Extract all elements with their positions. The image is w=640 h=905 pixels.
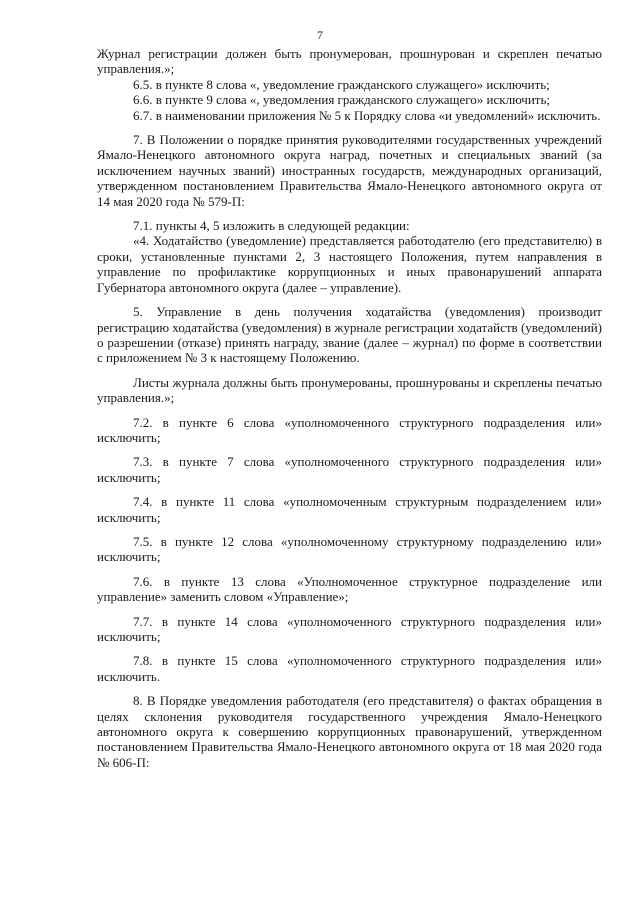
paragraph-7-1: 7.1. пункты 4, 5 изложить в следующей редакции: — [133, 218, 410, 234]
paragraph-journal-sheets: Листы журнала должны быть пронумерованы, прошнурованы и скреплены печатью управления.»; — [97, 374, 602, 406]
paragraph-6-7: 6.7. в наименовании приложения № 5 к Порядку слова «и уведомлений» исключить. — [133, 107, 601, 123]
paragraph-7-3: 7.3. в пункте 7 слова «уполномоченного структурного подразделения или» исключить; — [97, 454, 602, 485]
paragraph-6-6: 6.6. в пункте 9 слова «, уведомления гражданского служащего» исключить; — [133, 92, 550, 108]
paragraph-7-6: 7.6. в пункте 13 слова «Уполномоченное структурное подразделение или управление» заменить словом «Управление»; — [97, 573, 602, 605]
paragraph-7-4: 7.4. в пункте 11 слова «уполномоченным структурным подразделением или» исключить; — [97, 494, 602, 525]
paragraph-7: 7. В Положении о порядке принятия руководителями государственных учреждений Ямало-Ненецкого автономного округа наград, почетных и специальных званий (за исключением научных званий) иностранных государств, международных организаций, утвержденном постановлением Правительства Ямало-Ненецкого автономного округа от 14 мая 2020 года № 579-П: — [97, 132, 602, 209]
page-number: 7 — [317, 28, 323, 42]
paragraph-7-5: 7.5. в пункте 12 слова «уполномоченному структурному подразделению или» исключить; — [97, 533, 602, 565]
paragraph-7-7: 7.7. в пункте 14 слова «уполномоченного структурного подразделения или» исключить; — [97, 613, 602, 644]
paragraph-point-4: «4. Ходатайство (уведомление) представляется работодателю (его представителю) в сроки, установленные пунктами 2, 3 настоящего Положения, путем направления в управление по профилактике коррупционных и иных правонарушений аппарата Губернатора автономного округа (далее – управление). — [97, 233, 602, 295]
paragraph-8: 8. В Порядке уведомления работодателя (его представителя) о фактах обращения в целях склонения руководителя государственного учреждения Ямало-Ненецкого автономного округа к совершению коррупционных правонарушений, утвержденном постановлением Правительства Ямало-Ненецкого автономного округа от 18 мая 2020 года № 606-П: — [97, 693, 602, 770]
paragraph-7-2: 7.2. в пункте 6 слова «уполномоченного структурного подразделения или» исключить; — [97, 414, 602, 445]
paragraph-7-8: 7.8. в пункте 15 слова «уполномоченного структурного подразделения или» исключить. — [97, 653, 602, 684]
paragraph-point-5: 5. Управление в день получения ходатайства (уведомления) производит регистрацию ходатайства (уведомления) в журнале регистрации ходатайств (уведомлений) о разрешении (отказе) принять награду, звание (далее – журнал) по форме в соответствии с приложением № 3 к настоящему Положению. — [97, 304, 602, 366]
document-body — [97, 46, 602, 770]
paragraph-6-5: 6.5. в пункте 8 слова «, уведомление гражданского служащего» исключить; — [133, 76, 550, 92]
paragraph-journal-registration: Журнал регистрации должен быть пронумерован, прошнурован и скреплен печатью управления.»; — [97, 46, 602, 77]
